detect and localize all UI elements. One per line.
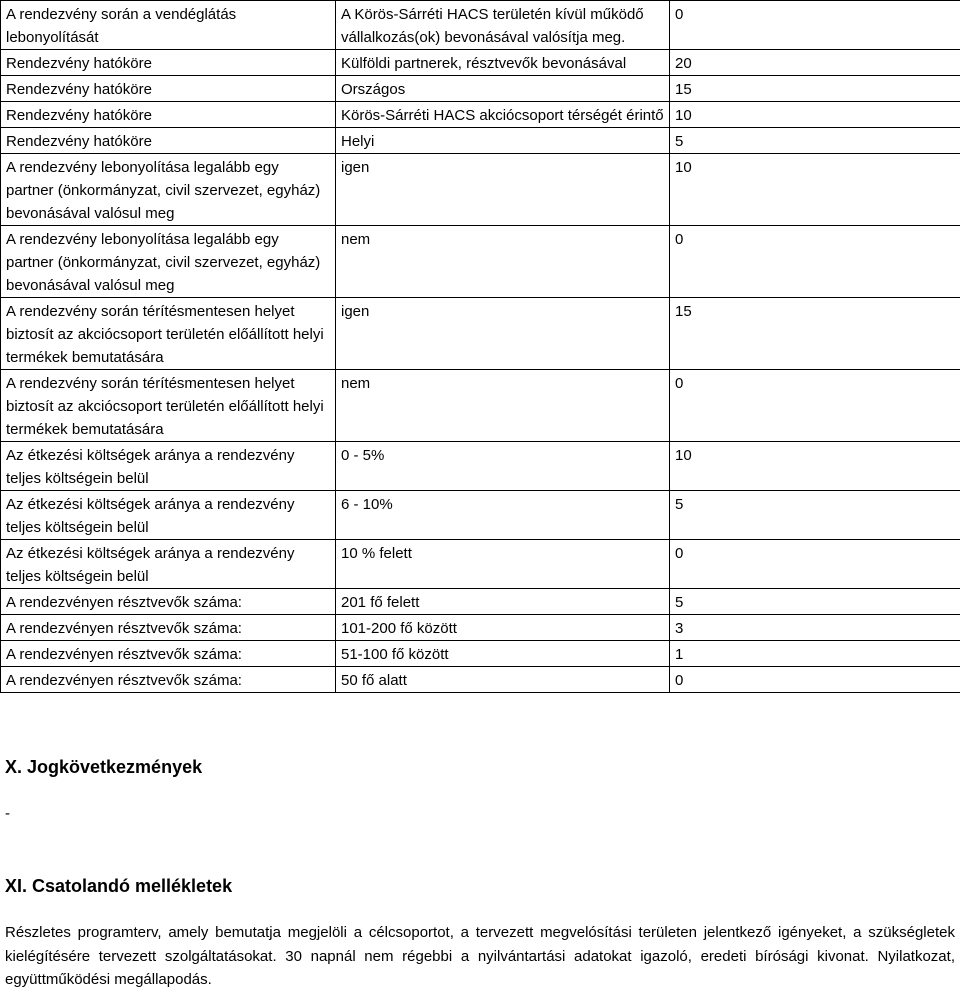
table-row [1, 154, 960, 226]
table-row [1, 615, 960, 641]
criterion-cell: Rendezvény hatóköre [1, 128, 336, 154]
table-row [1, 589, 960, 615]
table-row [1, 102, 960, 128]
score-cell: 15 [670, 298, 960, 370]
score-cell: 10 [670, 442, 960, 491]
criterion-cell: A rendezvény során térítésmentesen helyet biztosít az akciócsoport területén előállított helyi termékek bemutatására [1, 370, 336, 442]
condition-cell: 0 - 5% [336, 442, 670, 491]
condition-cell: nem [336, 226, 670, 298]
section-x-text: - [5, 805, 10, 822]
table-row [1, 298, 960, 370]
condition-cell: nem [336, 370, 670, 442]
table-row [1, 667, 960, 693]
condition-cell: 51-100 fő között [336, 641, 670, 667]
criterion-cell: A rendezvényen résztvevők száma: [1, 589, 336, 615]
criterion-cell: A rendezvény során a vendéglátás lebonyolítását [1, 1, 336, 50]
section-x-heading: X. Jogkövetkezmények [5, 757, 203, 777]
criterion-cell: A rendezvényen résztvevők száma: [1, 667, 336, 693]
criterion-cell: A rendezvényen résztvevők száma: [1, 641, 336, 667]
score-cell: 5 [670, 589, 960, 615]
condition-cell: igen [336, 298, 670, 370]
criterion-cell: A rendezvényen résztvevők száma: [1, 615, 336, 641]
score-cell: 0 [670, 370, 960, 442]
criterion-cell: Rendezvény hatóköre [1, 50, 336, 76]
condition-cell: Külföldi partnerek, résztvevők bevonásával [336, 50, 670, 76]
score-cell: 0 [670, 226, 960, 298]
score-cell: 0 [670, 667, 960, 693]
section-xi-heading: XI. Csatolandó mellékletek [5, 876, 233, 896]
score-cell: 15 [670, 76, 960, 102]
table-row [1, 442, 960, 491]
score-cell: 5 [670, 128, 960, 154]
table-row [1, 50, 960, 76]
score-cell: 0 [670, 540, 960, 589]
condition-cell: 201 fő felett [336, 589, 670, 615]
condition-cell: igen [336, 154, 670, 226]
condition-cell: Körös-Sárréti HACS akciócsoport térségét érintő [336, 102, 670, 128]
section-xi-text: Részletes programterv, amely bemutatja megjelöli a célcsoportot, a tervezett megvelósítási területen jelentkező igényeket, a szükségletek kielégítésére tervezett szolgáltatásokat. 30 napnál nem régebbi a nyilvántartási adatokat igazoló, eredeti bírósági kivonat. Nyilatkozat, együttműködési megállapodás. [5, 924, 955, 988]
table-row [1, 370, 960, 442]
criterion-cell: Az étkezési költségek aránya a rendezvény teljes költségein belül [1, 491, 336, 540]
criterion-cell: Rendezvény hatóköre [1, 76, 336, 102]
table-row [1, 1, 960, 50]
condition-cell: 10 % felett [336, 540, 670, 589]
score-cell: 0 [670, 1, 960, 50]
table-row [1, 76, 960, 102]
table-row [1, 491, 960, 540]
condition-cell: 6 - 10% [336, 491, 670, 540]
criterion-cell: A rendezvény lebonyolítása legalább egy partner (önkormányzat, civil szervezet, egyház) bevonásával valósul meg [1, 226, 336, 298]
table-row [1, 226, 960, 298]
condition-cell: Országos [336, 76, 670, 102]
score-cell: 20 [670, 50, 960, 76]
criterion-cell: Az étkezési költségek aránya a rendezvény teljes költségein belül [1, 540, 336, 589]
criterion-cell: Rendezvény hatóköre [1, 102, 336, 128]
score-cell: 10 [670, 154, 960, 226]
condition-cell: A Körös-Sárréti HACS területén kívül működő vállalkozás(ok) bevonásával valósítja meg. [336, 1, 670, 50]
condition-cell: 50 fő alatt [336, 667, 670, 693]
criterion-cell: A rendezvény során térítésmentesen helyet biztosít az akciócsoport területén előállított helyi termékek bemutatására [1, 298, 336, 370]
table-row [1, 641, 960, 667]
condition-cell: 101-200 fő között [336, 615, 670, 641]
score-cell: 10 [670, 102, 960, 128]
score-cell: 5 [670, 491, 960, 540]
score-cell: 3 [670, 615, 960, 641]
table-row [1, 540, 960, 589]
score-cell: 1 [670, 641, 960, 667]
scoring-table-body [1, 1, 960, 693]
criterion-cell: Az étkezési költségek aránya a rendezvény teljes költségein belül [1, 442, 336, 491]
table-row [1, 128, 960, 154]
criterion-cell: A rendezvény lebonyolítása legalább egy partner (önkormányzat, civil szervezet, egyház) bevonásával valósul meg [1, 154, 336, 226]
condition-cell: Helyi [336, 128, 670, 154]
